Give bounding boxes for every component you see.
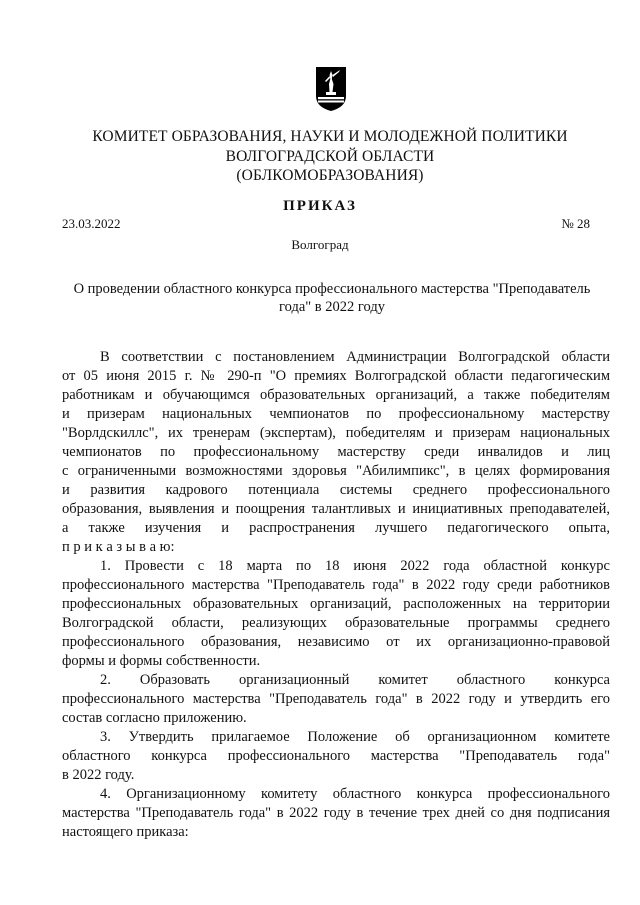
body-line: 2. Образовать организационный комитет областного конкурса bbox=[100, 672, 610, 688]
body-line: от 05 июня 2015 г. № 290-п "О премиях Волгоградской области педагогическим bbox=[62, 368, 610, 384]
org-name-line-1: КОМИТЕТ ОБРАЗОВАНИЯ, НАУКИ И МОЛОДЕЖНОЙ ПОЛИТИКИ bbox=[92, 128, 568, 145]
body-line: настоящего приказа: bbox=[62, 824, 189, 840]
body-line: профессионального мастерства "Преподаватель года" в 2022 году и утвердить его bbox=[62, 691, 610, 707]
body-line: чемпионатов по профессиональному мастерству среди инвалидов и лиц bbox=[62, 444, 610, 460]
body-line: областного конкурса профессионального мастерства "Преподаватель года" bbox=[62, 748, 610, 764]
org-name-line-3: (ОБЛКОМОБРАЗОВАНИЯ) bbox=[236, 167, 424, 184]
body-line: В соответствии с постановлением Администрации Волгоградской области bbox=[100, 349, 610, 365]
body-line: 3. Утвердить прилагаемое Положение об организационном комитете bbox=[100, 729, 610, 745]
body-line: образования, выявления и поощрения талантливых и инициативных преподавателей, bbox=[62, 501, 610, 517]
body-line-order-word: п р и к а з ы в а ю: bbox=[62, 539, 175, 555]
document-number: № 28 bbox=[561, 216, 590, 231]
org-name-line-2: ВОЛГОГРАДСКОЙ ОБЛАСТИ bbox=[225, 148, 435, 165]
body-line: мастерства "Преподаватель года" в 2022 году в течение трех дней со дня подписания bbox=[62, 805, 610, 821]
document-date: 23.03.2022 bbox=[62, 216, 121, 231]
body-line: Волгоградской области, реализующих образовательные программы среднего bbox=[62, 615, 610, 631]
document-city: Волгоград bbox=[291, 237, 349, 252]
body-line: 1. Провести с 18 марта по 18 июня 2022 года областной конкурс bbox=[100, 558, 610, 574]
body-line: и развития кадрового потенциала системы среднего профессионального bbox=[62, 482, 610, 498]
volgograd-coat-of-arms-icon bbox=[315, 66, 347, 112]
body-line: профессионального образования, независимо от их организационно-правовой bbox=[62, 634, 610, 650]
body-line: а также изучения и распространения лучшего педагогического опыта, bbox=[62, 520, 610, 536]
subject-line-2: года" в 2022 году bbox=[279, 299, 385, 315]
body-line: профессиональных образовательных организаций, расположенных на территории bbox=[62, 596, 610, 612]
body-line: с ограниченными возможностями здоровья "Абилимпикс", в целях формирования bbox=[62, 463, 610, 479]
body-line: и призерам национальных чемпионатов по профессиональному мастерству bbox=[62, 406, 610, 422]
document-type-title: ПРИКАЗ bbox=[283, 198, 357, 214]
body-line: состав согласно приложению. bbox=[62, 710, 247, 726]
body-line: формы и формы собственности. bbox=[62, 653, 261, 669]
subject-line-1: О проведении областного конкурса профессионального мастерства "Преподаватель bbox=[73, 281, 591, 297]
body-line: профессионального мастерства "Преподаватель года" в 2022 году среди работников bbox=[62, 577, 610, 593]
body-line: работникам и обучающимся образовательных организаций, а также победителям bbox=[62, 387, 610, 403]
body-line: в 2022 году. bbox=[62, 767, 135, 783]
body-line: 4. Организационному комитету областного конкурса профессионального bbox=[100, 786, 610, 802]
body-line: "Ворлдскиллс", их тренерам (экспертам), победителям и призерам национальных bbox=[62, 425, 610, 441]
